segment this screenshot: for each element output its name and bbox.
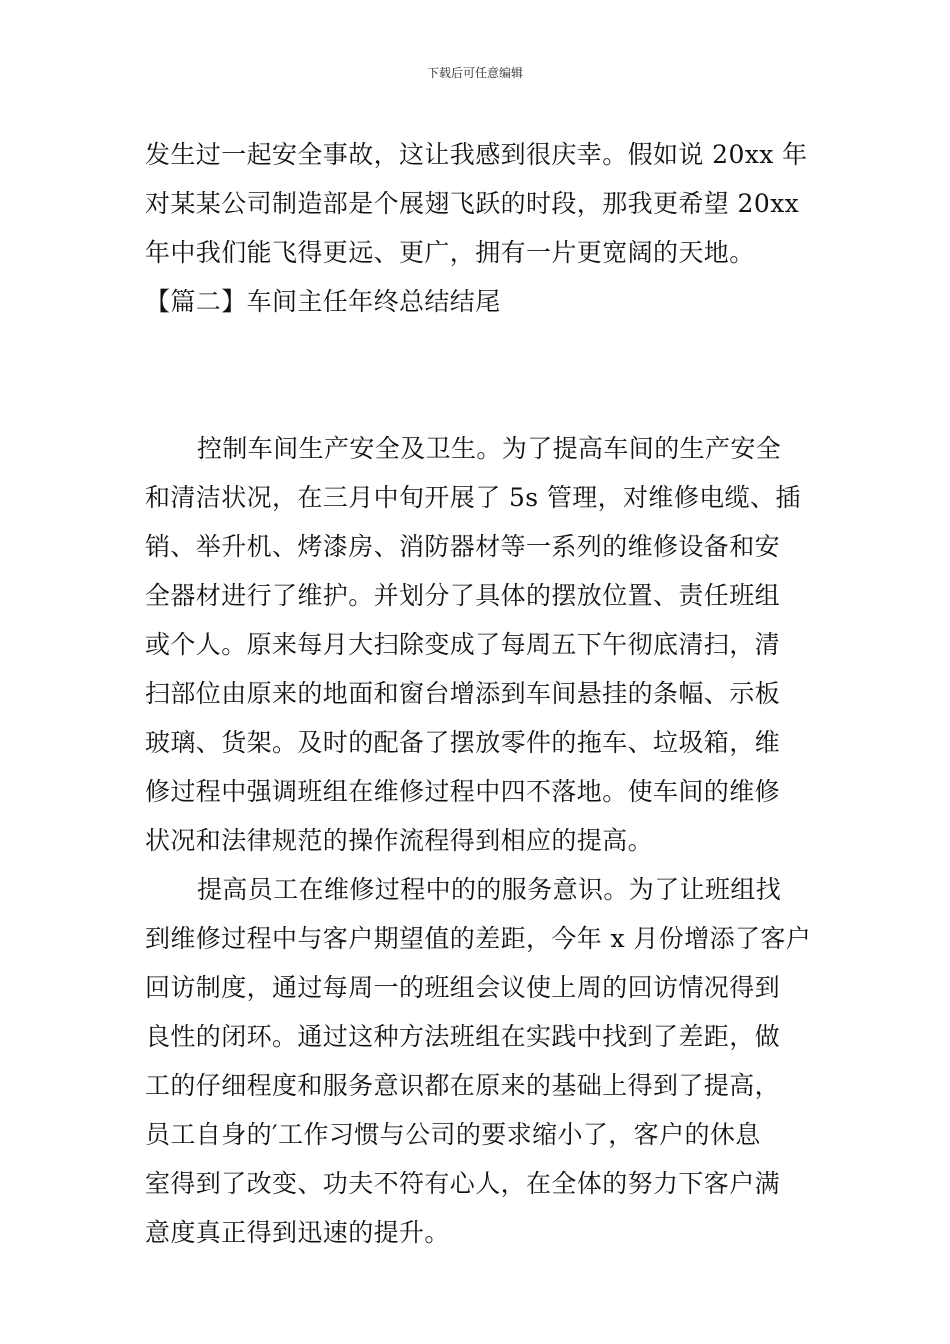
text-line: 提高员工在维修过程中的的服务意识。为了让班组找 [197,875,782,904]
continuation-paragraph [145,130,807,277]
text-line: 销、举升机、烤漆房、消防器材等一系列的维修设备和安 [145,532,781,561]
text-line: 和清洁状况，在三月中旬开展了 5s 管理，对维修电缆、插 [145,483,801,512]
text-line: 或个人。原来每月大扫除变成了每周五下午彻底清扫，清 [145,630,781,659]
paragraph-safety-hygiene [145,424,807,865]
text-line: 全器材进行了维护。并划分了具体的摆放位置、责任班组 [145,581,781,610]
text-line: 发生过一起安全事故，这让我感到很庆幸。假如说 20xx 年 [145,140,808,169]
text-line: 回访制度，通过每周一的班组会议使上周的回访情况得到 [145,973,781,1002]
text-line: 到维修过程中与客户期望值的差距，今年 x 月份增添了客户 [145,924,812,953]
paragraph-service-awareness [145,865,812,1257]
document-body [145,130,812,1257]
text-line: 员工自身的′工作习惯与公司的要求缩小了，客户的休息 [145,1120,761,1149]
text-line: 修过程中强调班组在维修过程中四不落地。使车间的维修 [145,777,781,806]
text-line: 良性的闭环。通过这种方法班组在实践中找到了差距，做 [145,1022,781,1051]
text-line: 室得到了改变、功夫不符有心人，在全体的努力下客户满 [145,1169,781,1198]
text-line: 工的仔细程度和服务意识都在原来的基础上得到了提高， [145,1071,781,1100]
text-line: 扫部位由原来的地面和窗台增添到车间悬挂的条幅、示板 [145,679,781,708]
text-line: 控制车间生产安全及卫生。为了提高车间的生产安全 [197,434,782,463]
text-line: 年中我们能飞得更远、更广，拥有一片更宽阔的天地。 [145,238,755,267]
text-line: 意度真正得到迅速的提升。 [145,1218,450,1247]
page-header-note: 下载后可任意编辑 [426,66,523,80]
blank-space [145,326,807,424]
text-line: 对某某公司制造部是个展翅飞跃的时段，那我更希望 20xx [145,189,800,218]
section-title: 【篇二】车间主任年终总结结尾 [145,287,501,316]
text-line: 状况和法律规范的操作流程得到相应的提高。 [145,826,654,855]
text-line: 玻璃、货架。及时的配备了摆放零件的拖车、垃圾箱，维 [145,728,781,757]
